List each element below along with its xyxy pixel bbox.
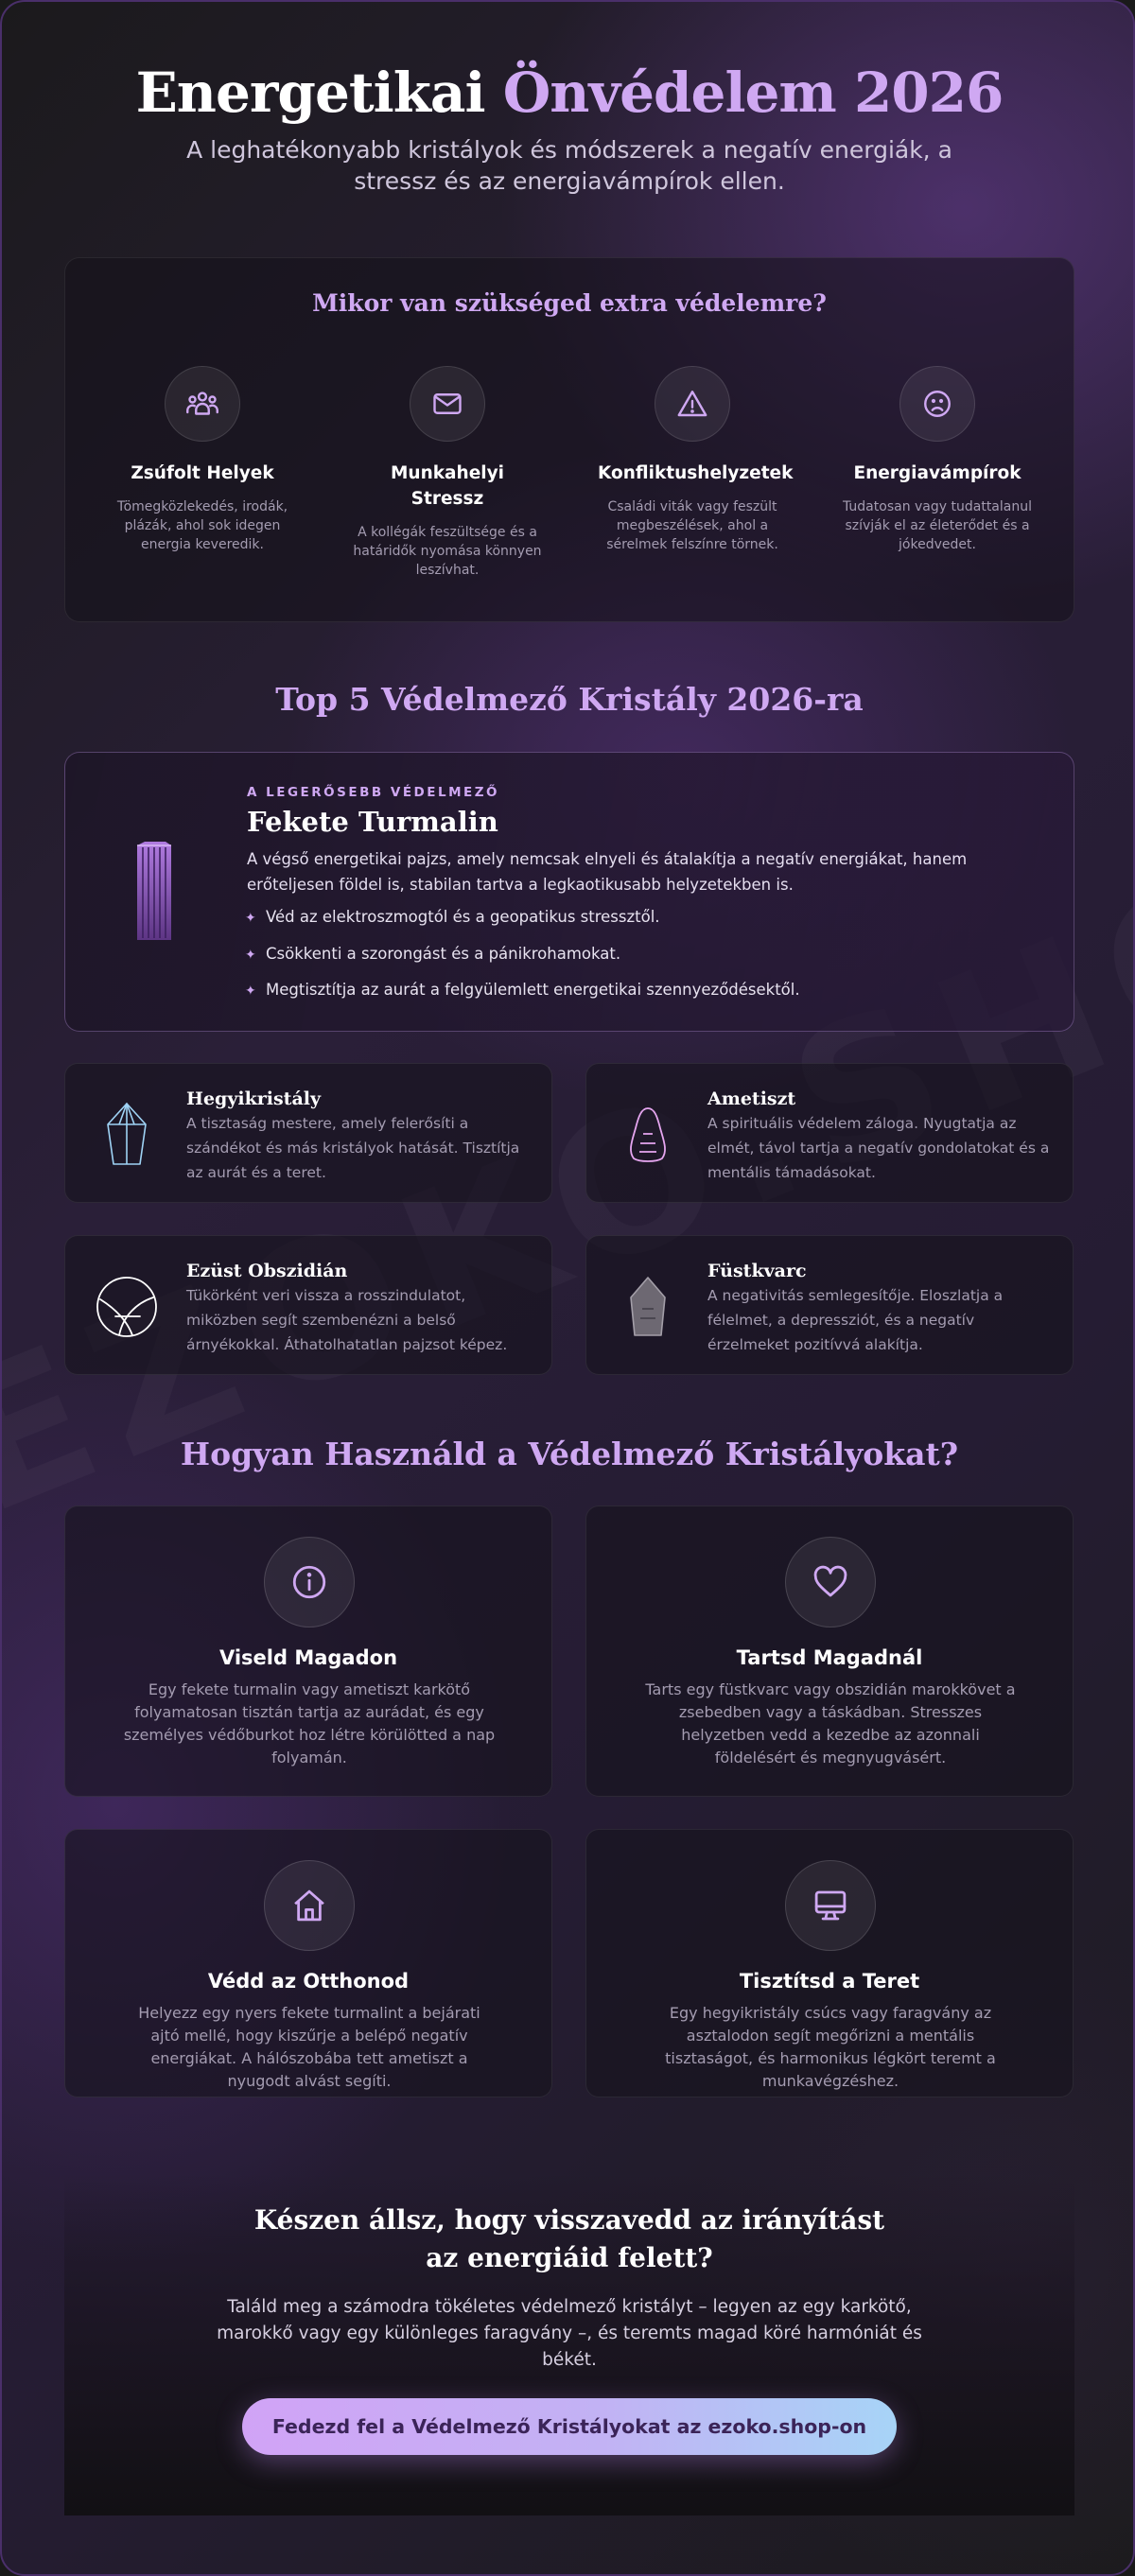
usage-title: Hogyan Használd a Védelmező Kristályokat? bbox=[180, 1436, 959, 1472]
need-desc: Tudatosan vagy tudattalanul szívják el az életerődet és a jókedvedet. bbox=[843, 499, 1032, 552]
amethyst-icon bbox=[615, 1102, 681, 1168]
need-item bbox=[843, 366, 1032, 554]
crystal-card bbox=[585, 1063, 1074, 1203]
obsidian-sphere-icon bbox=[94, 1274, 160, 1340]
monitor-icon bbox=[785, 1860, 876, 1951]
featured-kicker: A LEGERŐSEBB VÉDELMEZŐ bbox=[247, 785, 499, 800]
crystal-card bbox=[585, 1235, 1074, 1375]
home-icon bbox=[264, 1860, 355, 1951]
featured-crystal-card bbox=[64, 752, 1074, 1032]
list-item: ✦ Véd az elektroszmogtól és a geopatikus stressztől. bbox=[245, 907, 800, 929]
info-icon bbox=[264, 1537, 355, 1627]
crystal-card bbox=[64, 1063, 552, 1203]
need-item bbox=[108, 366, 297, 554]
need-title: Konfliktushelyzetek bbox=[598, 463, 794, 483]
crystal-title: Ezüst Obszidián bbox=[186, 1261, 348, 1281]
crystal-desc: Tükörként veri vissza a rosszindulatot, miközben segít szembenézni a belső árnyékokkal. Áthatolhatatlan pajzsot képez. bbox=[186, 1287, 508, 1353]
page-title bbox=[2, 61, 1135, 125]
need-title: Munkahelyi Stressz bbox=[391, 463, 504, 509]
usage-title: Tartsd Magadnál bbox=[736, 1646, 923, 1669]
crystal-desc: A spirituális védelem záloga. Nyugtatja az elmét, távol tartja a negatív gondolatokat és a mentális támadásokat. bbox=[707, 1115, 1050, 1181]
need-desc: Tömegközlekedés, irodák, plázák, ahol sok idegen energia keveredik. bbox=[116, 499, 288, 552]
usage-title: Tisztítsd a Teret bbox=[739, 1970, 920, 1993]
crystal-desc: A negativitás semlegesítője. Eloszlatja a félelmet, a depressziót, és a negatív érzelmeket pozitívvá alakítja. bbox=[707, 1287, 1004, 1353]
warning-icon bbox=[655, 366, 730, 442]
need-item bbox=[598, 366, 794, 554]
crystal-title: Füstkvarc bbox=[707, 1261, 807, 1281]
tourmaline-icon bbox=[133, 840, 175, 946]
cta-desc: Találd meg a számodra tökéletes védelmező kristályt – legyen az egy karkötő, marokkő vagy egy különleges faragvány –, és teremts magad köré harmóniát és békét. bbox=[217, 2297, 922, 2370]
people-icon bbox=[165, 366, 240, 442]
sparkle-icon: ✦ bbox=[245, 947, 256, 963]
heart-icon bbox=[785, 1537, 876, 1627]
crystal-desc: A tisztaság mestere, amely felerősíti a szándékot és más kristályok hatását. Tisztítja az aurát és a teret. bbox=[186, 1115, 520, 1181]
featured-title: Fekete Turmalin bbox=[247, 806, 498, 838]
envelope-icon bbox=[410, 366, 485, 442]
crystal-title: Hegyikristály bbox=[186, 1088, 322, 1109]
usage-desc: Tarts egy füstkvarc vagy obszidián marokkövet a zsebedben vagy a táskádban. Stresszes helyzetben vedd a kezedbe az azonnali földelésért és megnyugvásért. bbox=[645, 1680, 1016, 1767]
list-item: ✦ Megtisztítja az aurát a felgyülemlett energetikai szennyeződésektől. bbox=[245, 980, 800, 1001]
need-title: Zsúfolt Helyek bbox=[131, 463, 274, 483]
page-subtitle: A leghatékonyabb kristályok és módszerek a negatív energiák, a stressz és az energiavámpírok ellen. bbox=[186, 136, 952, 195]
usage-card bbox=[64, 1829, 552, 2097]
usage-desc: Egy fekete turmalin vagy ametiszt karkötő folyamatosan tisztán tartja az aurádat, és egy személyes védőburkot hoz létre körülötted a nap folyamán. bbox=[123, 1680, 496, 1767]
usage-desc: Helyezz egy nyers fekete turmalint a bejárati ajtó mellé, hogy kiszűrje a belépő negatív energiákat. A hálószobába tett ametiszt a nyugodt alvást segíti. bbox=[138, 2004, 480, 2090]
clear-crystal-icon bbox=[94, 1102, 160, 1168]
usage-card bbox=[585, 1829, 1074, 2097]
need-item bbox=[353, 366, 542, 580]
usage-title: Viseld Magadon bbox=[218, 1646, 398, 1669]
need-title: Energiavámpírok bbox=[853, 463, 1022, 483]
smoky-quartz-icon bbox=[615, 1274, 681, 1340]
list-item: ✦ Csökkenti a szorongást és a pánikrohamokat. bbox=[245, 944, 800, 966]
need-desc: A kollégák feszültsége és a határidők nyomása könnyen leszívhat. bbox=[353, 525, 542, 578]
cta-section bbox=[64, 2173, 1074, 2515]
need-desc: Családi viták vagy feszült megbeszélések, ahol a sérelmek felszínre törnek. bbox=[606, 499, 778, 552]
needs-title: Mikor van szükséged extra védelemre? bbox=[312, 289, 827, 317]
sparkle-icon: ✦ bbox=[245, 911, 256, 926]
featured-desc: A végső energetikai pajzs, amely nemcsak elnyeli és átalakítja a negatív energiákat, hanem erőteljesen földel is, stabilan tartva a legkaotikusabb helyzetekben is. bbox=[247, 850, 968, 894]
usage-card bbox=[585, 1506, 1074, 1797]
usage-desc: Egy hegyikristály csúcs vagy faragvány az asztalodon segít megőrizni a mentális tisztaságot, és harmonikus légkört teremt a munkavégzéshez. bbox=[665, 2004, 996, 2090]
usage-card bbox=[64, 1506, 552, 1797]
title-main: Energetikai bbox=[135, 61, 503, 125]
crystals-title: Top 5 Védelmező Kristály 2026-ra bbox=[275, 681, 864, 718]
featured-benefits-list bbox=[245, 907, 800, 1017]
sad-face-icon bbox=[899, 366, 975, 442]
crystal-card bbox=[64, 1235, 552, 1375]
usage-title: Védd az Otthonod bbox=[207, 1970, 410, 1993]
cta-title: Készen állsz, hogy visszavedd az irányítást az energiáid felett? bbox=[253, 2204, 885, 2273]
cta-button[interactable]: Fedezd fel a Védelmező Kristályokat az ezoko.shop-on bbox=[242, 2398, 897, 2455]
title-accent: Önvédelem 2026 bbox=[502, 61, 1004, 125]
crystal-title: Ametiszt bbox=[707, 1088, 796, 1109]
sparkle-icon: ✦ bbox=[245, 983, 256, 999]
